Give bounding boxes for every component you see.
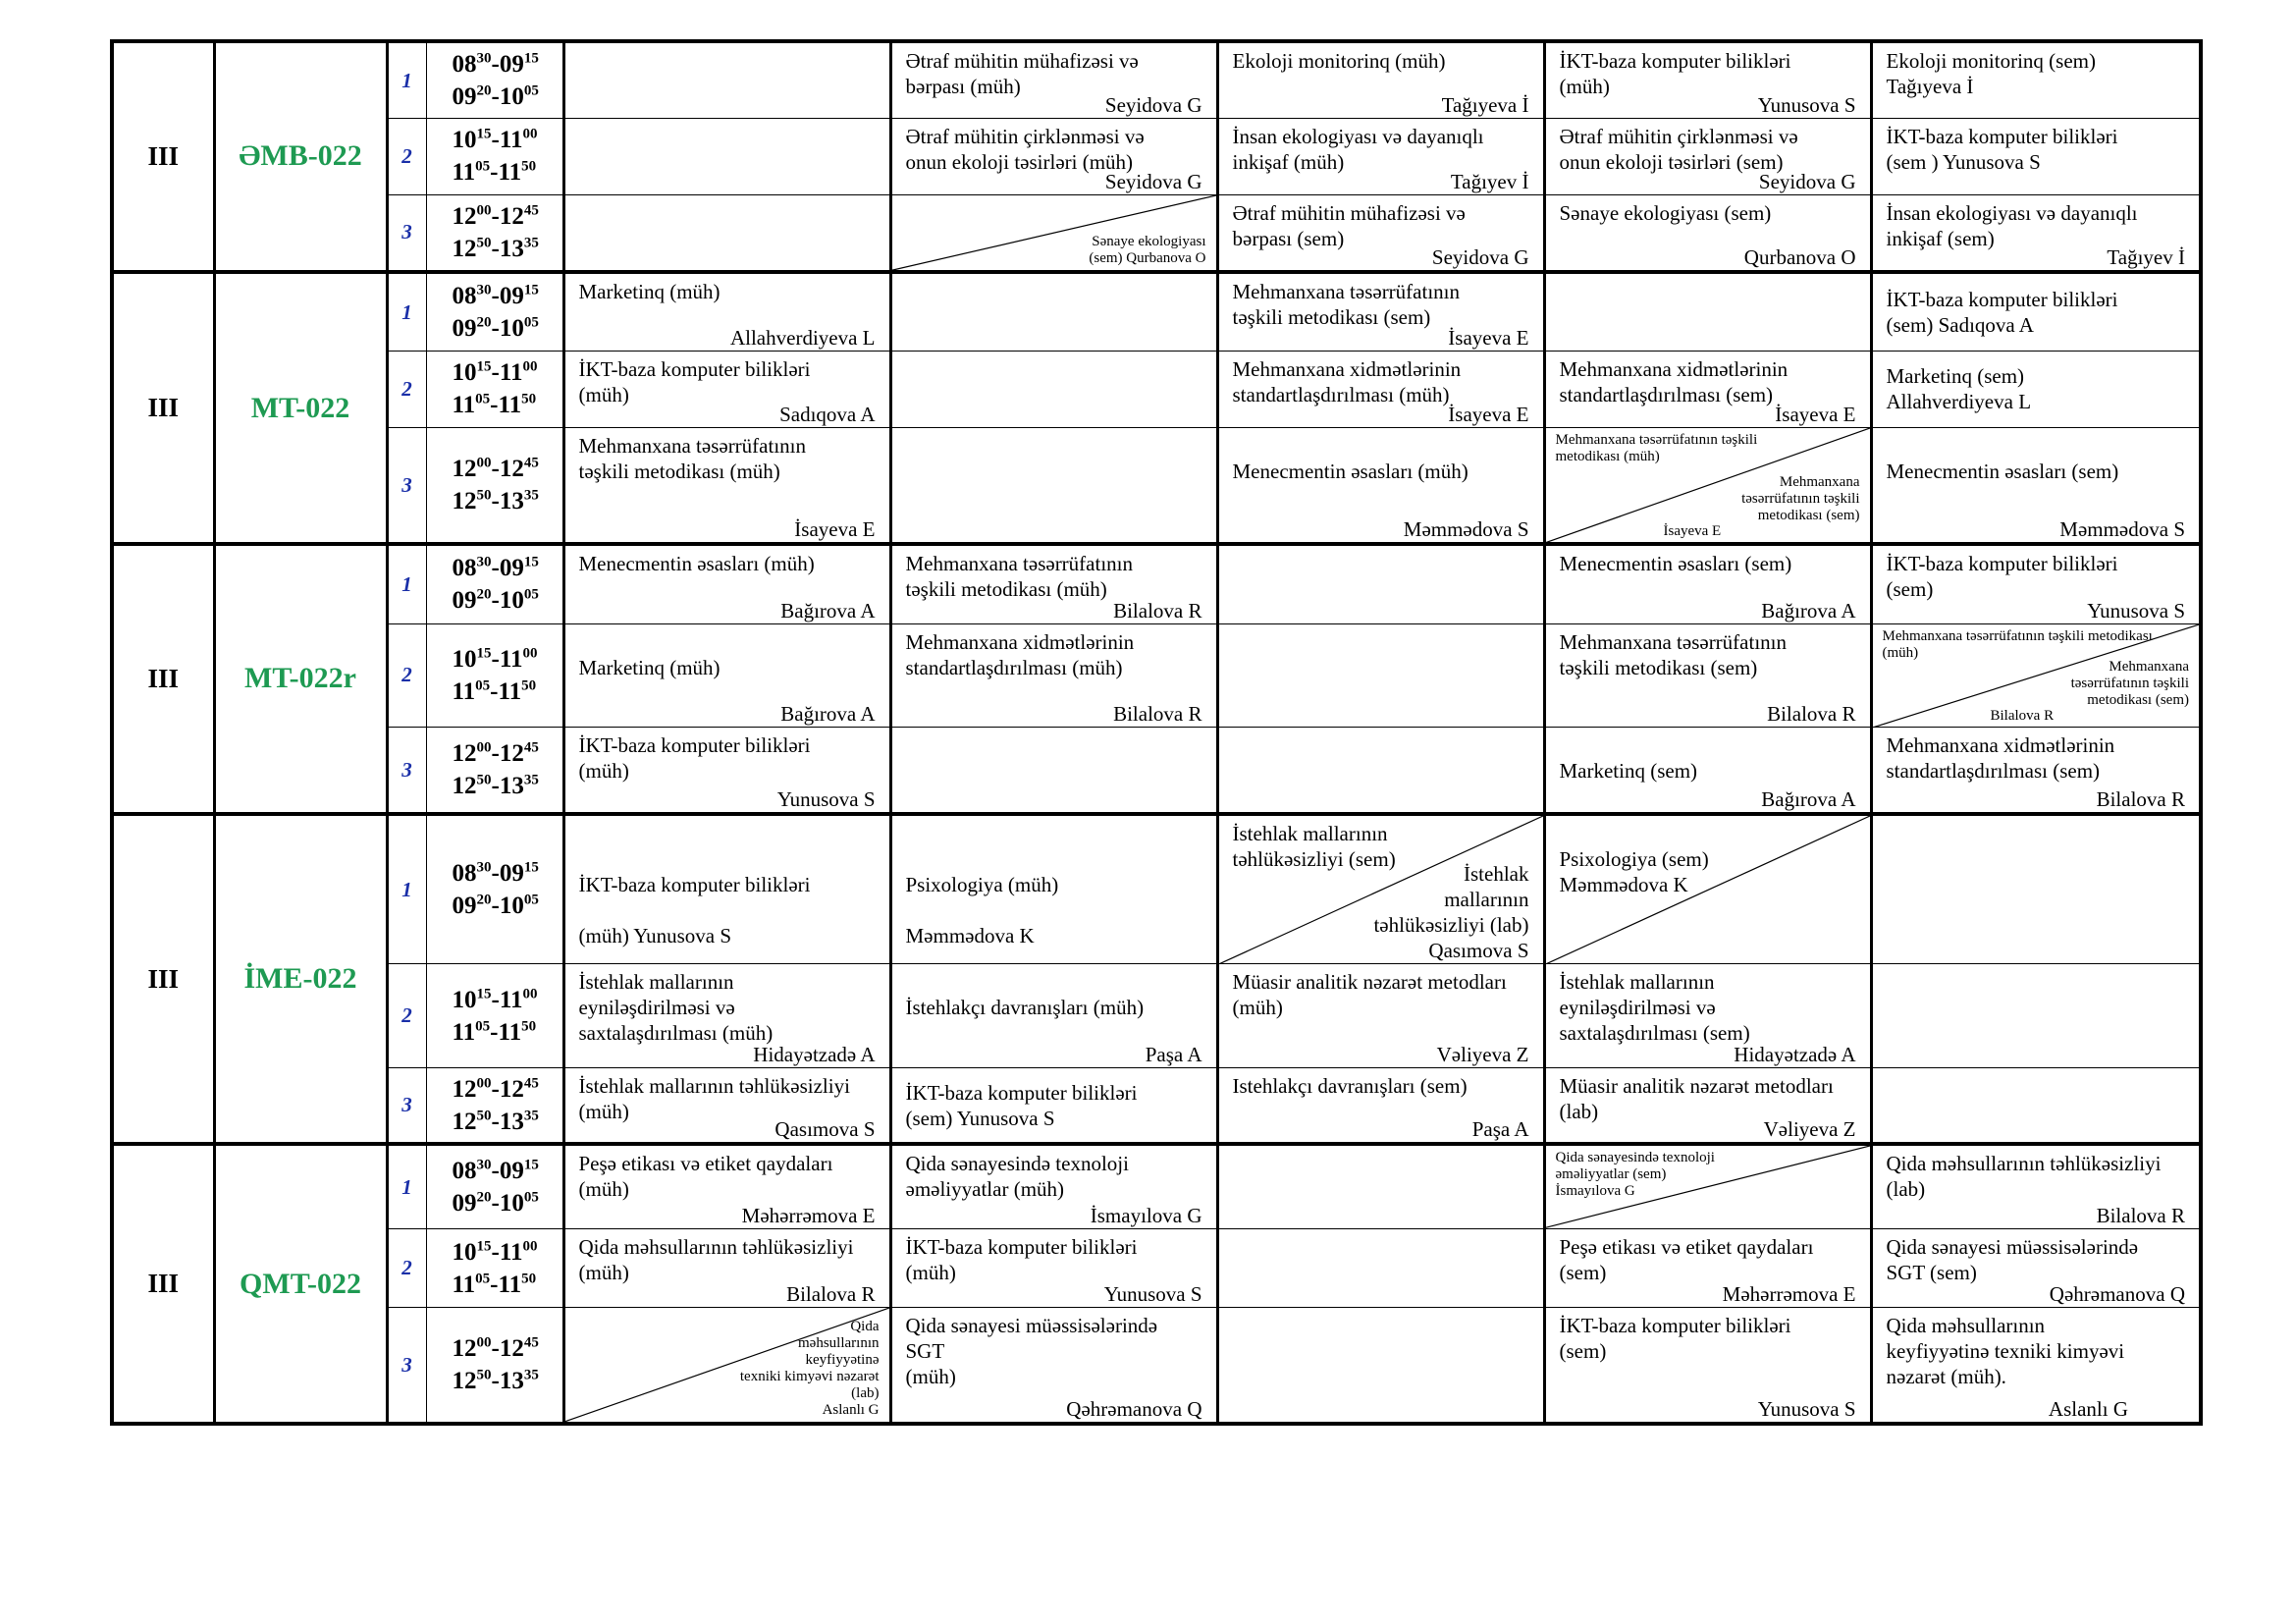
- lesson-teacher: Qasımova S: [1428, 939, 1529, 963]
- lesson-cell: [890, 1144, 1217, 1228]
- lesson-title: Ətraf mühitin çirklənməsi və onun ekoloji təsirləri (müh): [905, 125, 1145, 175]
- lesson-cell: [563, 41, 890, 119]
- lesson-title: Marketinq (sem): [1559, 759, 1698, 784]
- lesson-cell: [1871, 352, 2201, 428]
- lesson-cell: [563, 194, 890, 272]
- lesson-cell: [1217, 1228, 1544, 1308]
- lesson-title: Müasir analitik nəzarət metodları (lab): [1559, 1074, 1834, 1124]
- course-cell: III: [112, 41, 214, 272]
- schedule-row: [112, 1068, 2201, 1145]
- lesson-cell: [1544, 119, 1871, 195]
- group-name-cell: ƏMB-022: [214, 41, 387, 272]
- pair-number: 2: [387, 623, 426, 728]
- schedule-row: [112, 1228, 2201, 1308]
- lesson-cell: [890, 194, 1217, 272]
- time-slot-2: $11^{05}-11^{50}$: [452, 1271, 537, 1298]
- schedule-row: [112, 964, 2201, 1068]
- lesson-cell: [890, 1228, 1217, 1308]
- lesson-upper-text: Mehmanxana təsərrüfatının təşkili metodikası (müh): [1882, 627, 2153, 661]
- lesson-cell: [1544, 194, 1871, 272]
- lesson-teacher: Seyidova G: [1758, 169, 1856, 193]
- lesson-title: Qida məhsullarının keyfiyyətinə texniki kimyəvi nəzarət (müh).: [1886, 1314, 2125, 1389]
- lesson-teacher: Yunusova S: [1757, 1397, 1856, 1421]
- lesson-teacher: Tağıyev İ: [1450, 169, 1529, 193]
- lesson-upper-text: Psixologiya (sem) Məmmədova K: [1559, 846, 1709, 896]
- lesson-cell: [1544, 352, 1871, 428]
- time-slot-1: $10^{15}-11^{00}$: [452, 1238, 538, 1266]
- lesson-title: Qida məhsullarının təhlükəsizliyi (lab): [1886, 1152, 2162, 1202]
- lesson-lower-text: Mehmanxana təsərrüfatının təşkili metodikası (sem): [2070, 659, 2189, 709]
- lesson-cell: [890, 1068, 1217, 1145]
- time-cell: [426, 1144, 563, 1228]
- schedule-row: [112, 194, 2201, 272]
- schedule-row: [112, 352, 2201, 428]
- lesson-teacher: Bilalova R: [1767, 702, 1856, 727]
- schedule-row: [112, 1308, 2201, 1424]
- time-slot-1: $12^{00}-12^{45}$: [452, 1075, 539, 1103]
- lesson-teacher: İsayeva E: [1448, 326, 1529, 351]
- time-slot-1: $08^{30}-09^{15}$: [452, 859, 539, 888]
- lesson-cell: [890, 427, 1217, 544]
- lesson-cell: [1544, 427, 1871, 544]
- lesson-title: Qida sənayesi müəssisələrində SGT (sem): [1886, 1234, 2139, 1284]
- pair-number: 2: [387, 119, 426, 195]
- lesson-title: İnsan ekologiyası və dayanıqlı inkişaf (müh): [1232, 125, 1484, 175]
- time-slot-2: $09^{20}-10^{05}$: [452, 892, 539, 920]
- pair-number: 3: [387, 1308, 426, 1424]
- lesson-cell: [1217, 41, 1544, 119]
- lesson-cell: [890, 272, 1217, 352]
- lesson-lower-text: Sənaye ekologiyası (sem) Qurbanova O: [1089, 233, 1206, 266]
- lesson-cell: [1544, 728, 1871, 814]
- lesson-title: Mehmanxana xidmətlərinin standartlaşdırılması (müh): [905, 629, 1135, 679]
- lesson-cell: [1217, 427, 1544, 544]
- course-cell: III: [112, 1144, 214, 1424]
- course-cell: III: [112, 544, 214, 813]
- schedule-row: [112, 427, 2201, 544]
- lesson-title: Psixologiya (müh) Məmmədova K: [905, 872, 1059, 947]
- lesson-cell: [563, 1308, 890, 1424]
- lesson-teacher: Məmmədova S: [1403, 517, 1529, 542]
- time-slot-2: $11^{05}-11^{50}$: [452, 1018, 537, 1046]
- lesson-cell: [1217, 814, 1544, 964]
- lesson-cell: [1544, 964, 1871, 1068]
- time-slot-2: $09^{20}-10^{05}$: [452, 587, 539, 615]
- lesson-teacher: Bilalova R: [1990, 708, 2055, 725]
- lesson-title: Marketinq (müh): [578, 655, 721, 679]
- time-slot-2: $09^{20}-10^{05}$: [452, 314, 539, 343]
- lesson-title: İstehlak mallarının təhlükəsizliyi (müh): [578, 1074, 850, 1124]
- lesson-cell: [1871, 728, 2201, 814]
- time-slot-2: $11^{05}-11^{50}$: [452, 392, 537, 419]
- lesson-cell: [890, 964, 1217, 1068]
- lesson-teacher: Bilalova R: [786, 1282, 876, 1307]
- schedule-row: [112, 544, 2201, 623]
- lesson-cell: [1544, 41, 1871, 119]
- lesson-cell: [563, 119, 890, 195]
- lesson-title: İKT-baza komputer bilikləri (sem) Yunusova S: [905, 1080, 1138, 1130]
- lesson-cell: [1544, 1144, 1871, 1228]
- lesson-title: Mehmanxana xidmətlərinin standartlaşdırılması (sem): [1886, 733, 2115, 784]
- time-slot-1: $12^{00}-12^{45}$: [452, 1334, 539, 1363]
- lesson-title: Mehmanxana təsərrüfatının təşkili metodikası (müh): [905, 552, 1133, 602]
- lesson-title: Mehmanxana xidmətlərinin standartlaşdırılması (sem): [1559, 357, 1789, 407]
- lesson-teacher: İsayeva E: [1663, 523, 1722, 540]
- lesson-title: Menecmentin əsasları (müh): [1232, 459, 1468, 483]
- lesson-cell: [1217, 119, 1544, 195]
- lesson-title: Ekoloji monitorinq (müh): [1232, 49, 1446, 73]
- lesson-title: İKT-baza komputer bilikləri (sem): [1886, 552, 2118, 602]
- lesson-title: İKT-baza komputer bilikləri (sem ) Yunusova S: [1886, 125, 2118, 175]
- lesson-title: İKT-baza komputer bilikləri (müh): [905, 1234, 1138, 1284]
- lesson-title: Marketinq (sem) Allahverdiyeva L: [1886, 364, 2032, 414]
- lesson-cell: [1217, 964, 1544, 1068]
- time-slot-2: $09^{20}-10^{05}$: [452, 82, 539, 111]
- course-cell: III: [112, 814, 214, 1145]
- schedule-row: [112, 1144, 2201, 1228]
- lesson-cell: [1217, 272, 1544, 352]
- lesson-cell: [1217, 1068, 1544, 1145]
- lesson-cell: [890, 544, 1217, 623]
- time-slot-2: $12^{50}-13^{35}$: [452, 235, 539, 262]
- lesson-teacher: Yunusova S: [1757, 93, 1856, 118]
- lesson-cell: [1217, 194, 1544, 272]
- lesson-teacher: Aslanlı G: [2048, 1397, 2128, 1421]
- lesson-title: Qida məhsullarının təhlükəsizliyi (müh): [578, 1234, 854, 1284]
- lesson-title: Ətraf mühitin çirklənməsi və onun ekoloji təsirləri (sem): [1559, 125, 1798, 175]
- schedule-row: [112, 41, 2201, 119]
- time-cell: [426, 1228, 563, 1308]
- pair-number: 2: [387, 964, 426, 1068]
- lesson-teacher: Sadıqova A: [779, 402, 876, 426]
- lesson-cell: [1217, 728, 1544, 814]
- time-slot-1: $12^{00}-12^{45}$: [452, 739, 539, 767]
- lesson-title: Ətraf mühitin mühafizəsi və bərpası (sem): [1232, 200, 1466, 250]
- lesson-teacher: Hidayətzadə A: [1734, 1043, 1856, 1067]
- lesson-cell: [563, 814, 890, 964]
- lesson-teacher: Bağırova A: [1761, 786, 1856, 811]
- lesson-teacher: Bağırova A: [780, 598, 876, 623]
- lesson-cell: [1871, 964, 2201, 1068]
- lesson-cell: [890, 728, 1217, 814]
- lesson-cell: [1217, 352, 1544, 428]
- lesson-teacher: İsayeva E: [794, 517, 876, 542]
- lesson-title: Mehmanxana təsərrüfatının təşkili metodikası (sem): [1559, 629, 1787, 679]
- time-cell: [426, 427, 563, 544]
- time-slot-1: $12^{00}-12^{45}$: [452, 455, 539, 483]
- time-slot-2: $12^{50}-13^{35}$: [452, 1367, 539, 1395]
- lesson-teacher: Paşa A: [1145, 1043, 1202, 1067]
- lesson-teacher: Seyidova G: [1431, 244, 1529, 269]
- lesson-cell: [1871, 194, 2201, 272]
- course-cell: III: [112, 272, 214, 544]
- lesson-teacher: Yunusova S: [1103, 1282, 1202, 1307]
- lesson-title: İstehlak mallarının eyniləşdirilməsi və saxtalaşdırılması (sem): [1559, 970, 1750, 1046]
- lesson-teacher: Məmmədova S: [2059, 517, 2185, 542]
- lesson-teacher: Qasımova S: [774, 1117, 876, 1142]
- lesson-cell: [1871, 1228, 2201, 1308]
- time-slot-2: $09^{20}-10^{05}$: [452, 1189, 539, 1218]
- lesson-title: Mehmanxana təsərrüfatının təşkili metodikası (sem): [1232, 279, 1460, 329]
- lesson-title: Menecmentin əsasları (sem): [1559, 552, 1792, 576]
- group-name-cell: QMT-022: [214, 1144, 387, 1424]
- lesson-title: Müasir analitik nəzarət metodları (müh): [1232, 970, 1507, 1020]
- lesson-title: İKT-baza komputer bilikləri (sem) Sadıqova A: [1886, 288, 2118, 338]
- lesson-lower-text: Mehmanxana təsərrüfatının təşkili metodikası (sem): [1741, 474, 1860, 524]
- lesson-teacher: Qəhrəmanova Q: [1066, 1397, 1202, 1421]
- lesson-title: Marketinq (müh): [578, 279, 721, 303]
- lesson-title: İnsan ekologiyası və dayanıqlı inkişaf (sem): [1886, 200, 2138, 250]
- lesson-title: Istehlakçı davranışları (sem): [1232, 1074, 1468, 1099]
- lesson-cell: [890, 814, 1217, 964]
- lesson-cell: [1544, 1068, 1871, 1145]
- time-cell: [426, 352, 563, 428]
- lesson-teacher: Qurbanova O: [1743, 244, 1856, 269]
- time-slot-1: $08^{30}-09^{15}$: [452, 555, 539, 582]
- group-name-cell: MT-022: [214, 272, 387, 544]
- lesson-title: İKT-baza komputer bilikləri (sem): [1559, 1314, 1791, 1364]
- time-cell: [426, 41, 563, 119]
- lesson-title: Ətraf mühitin mühafizəsi və bərpası (müh): [905, 49, 1139, 98]
- lesson-teacher: Məhərrəmova E: [1722, 1282, 1856, 1307]
- lesson-cell: [1217, 1308, 1544, 1424]
- lesson-title: Ekoloji monitorinq (sem) Tağıyeva İ: [1886, 49, 2096, 98]
- lesson-cell: [1544, 814, 1871, 964]
- lesson-lower-text: Qida məhsullarının keyfiyyətinə texniki kimyəvi nəzarət (lab) Aslanlı G: [739, 1319, 880, 1418]
- lesson-teacher: Allahverdiyeva L: [729, 326, 876, 351]
- time-slot-2: $12^{50}-13^{35}$: [452, 1108, 539, 1135]
- lesson-upper-text: İstehlak mallarının təhlükəsizliyi (sem): [1232, 821, 1396, 871]
- lesson-teacher: Məhərrəmova E: [741, 1203, 876, 1227]
- pair-number: 3: [387, 194, 426, 272]
- lesson-cell: [890, 352, 1217, 428]
- time-slot-1: $12^{00}-12^{45}$: [452, 202, 539, 230]
- lesson-cell: [890, 1308, 1217, 1424]
- lesson-teacher: Bilalova R: [2096, 1203, 2185, 1227]
- lesson-cell: [1544, 1308, 1871, 1424]
- lesson-title: İstehlakçı davranışları (müh): [905, 996, 1145, 1020]
- lesson-cell: [1871, 1144, 2201, 1228]
- lesson-teacher: Bilalova R: [2096, 786, 2185, 811]
- lesson-cell: [890, 623, 1217, 728]
- time-slot-2: $12^{50}-13^{35}$: [452, 772, 539, 799]
- lesson-title: Qida sənayesi müəssisələrində SGT (müh): [905, 1314, 1158, 1389]
- time-slot-2: $12^{50}-13^{35}$: [452, 487, 539, 515]
- lesson-cell: [1871, 41, 2201, 119]
- lesson-teacher: Bilalova R: [1113, 598, 1202, 623]
- lesson-title: Peşə etikası və etiket qaydaları (müh): [578, 1152, 833, 1202]
- lesson-teacher: Tağıyeva İ: [1441, 93, 1529, 118]
- lesson-cell: [1871, 272, 2201, 352]
- time-cell: [426, 1308, 563, 1424]
- lesson-teacher: Seyidova G: [1104, 169, 1202, 193]
- lesson-title: İstehlak mallarının eyniləşdirilməsi və saxtalaşdırılması (müh): [578, 970, 774, 1046]
- lesson-cell: [1871, 119, 2201, 195]
- lesson-cell: [1871, 544, 2201, 623]
- time-cell: [426, 1068, 563, 1145]
- time-slot-1: $10^{15}-11^{00}$: [452, 645, 538, 673]
- pair-number: 1: [387, 544, 426, 623]
- time-cell: [426, 623, 563, 728]
- lesson-cell: [1871, 427, 2201, 544]
- time-slot-1: $08^{30}-09^{15}$: [452, 1157, 539, 1185]
- pair-number: 3: [387, 728, 426, 814]
- schedule-row: [112, 728, 2201, 814]
- lesson-cell: [1217, 623, 1544, 728]
- lesson-title: İKT-baza komputer bilikləri (müh): [1559, 49, 1791, 98]
- lesson-cell: [563, 427, 890, 544]
- lesson-cell: [890, 41, 1217, 119]
- lesson-title: Sənaye ekologiyası (sem): [1559, 200, 1772, 225]
- time-slot-2: $11^{05}-11^{50}$: [452, 677, 537, 705]
- lesson-cell: [1871, 814, 2201, 964]
- pair-number: 1: [387, 41, 426, 119]
- pair-number: 3: [387, 1068, 426, 1145]
- lesson-teacher: Bağırova A: [1761, 598, 1856, 623]
- lesson-cell: [563, 964, 890, 1068]
- lesson-cell: [563, 623, 890, 728]
- lesson-upper-text: Qida sənayesində texnoloji əməliyyatlar (sem) İsmayılova G: [1555, 1150, 1715, 1200]
- lesson-teacher: Bağırova A: [780, 702, 876, 727]
- lesson-teacher: Seyidova G: [1104, 93, 1202, 118]
- lesson-cell: [563, 1144, 890, 1228]
- schedule-row: [112, 119, 2201, 195]
- lesson-teacher: Tağıyev İ: [2107, 244, 2185, 269]
- lesson-title: İKT-baza komputer bilikləri (müh): [578, 357, 811, 407]
- lesson-title: Menecmentin əsasları (müh): [578, 552, 815, 576]
- lesson-cell: [563, 728, 890, 814]
- time-slot-1: $08^{30}-09^{15}$: [452, 50, 539, 79]
- lesson-cell: [1871, 1068, 2201, 1145]
- lesson-teacher: Yunusova S: [2087, 598, 2185, 623]
- pair-number: 1: [387, 1144, 426, 1228]
- lesson-teacher: Qəhrəmanova Q: [2049, 1282, 2185, 1307]
- lesson-teacher: İsayeva E: [1775, 402, 1856, 426]
- time-slot-1: $10^{15}-11^{00}$: [452, 127, 538, 154]
- lesson-cell: [1544, 623, 1871, 728]
- time-cell: [426, 728, 563, 814]
- schedule-row: [112, 814, 2201, 964]
- lesson-lower-text: İstehlak mallarının təhlükəsizliyi (lab): [1373, 862, 1529, 938]
- lesson-teacher: Vəliyeva Z: [1436, 1043, 1529, 1067]
- pair-number: 2: [387, 352, 426, 428]
- lesson-cell: [1217, 1144, 1544, 1228]
- lesson-teacher: İsayeva E: [1448, 402, 1529, 426]
- lesson-title: Peşə etikası və etiket qaydaları (sem): [1559, 1234, 1814, 1284]
- lesson-title: Mehmanxana təsərrüfatının təşkili metodikası (müh): [578, 433, 806, 483]
- lesson-teacher: Bilalova R: [1113, 702, 1202, 727]
- lesson-title: Menecmentin əsasları (sem): [1886, 459, 2119, 483]
- time-slot-1: $10^{15}-11^{00}$: [452, 986, 538, 1013]
- lesson-teacher: Yunusova S: [776, 786, 876, 811]
- lesson-cell: [563, 1068, 890, 1145]
- lesson-teacher: Hidayətzadə A: [753, 1043, 876, 1067]
- lesson-cell: [1544, 272, 1871, 352]
- lesson-title: Qida sənayesində texnoloji əməliyyatlar (müh): [905, 1152, 1129, 1202]
- lesson-cell: [1871, 1308, 2201, 1424]
- time-cell: [426, 119, 563, 195]
- lesson-cell: [563, 352, 890, 428]
- time-cell: [426, 194, 563, 272]
- lesson-cell: [1217, 544, 1544, 623]
- pair-number: 3: [387, 427, 426, 544]
- pair-number: 1: [387, 272, 426, 352]
- lesson-upper-text: Mehmanxana təsərrüfatının təşkili metodikası (müh): [1555, 431, 1758, 464]
- lesson-teacher: Vəliyeva Z: [1763, 1117, 1856, 1142]
- time-cell: [426, 272, 563, 352]
- schedule-row: [112, 623, 2201, 728]
- pair-number: 1: [387, 814, 426, 964]
- group-name-cell: İME-022: [214, 814, 387, 1145]
- lesson-cell: [1544, 544, 1871, 623]
- time-slot-1: $10^{15}-11^{00}$: [452, 359, 538, 387]
- lesson-title: İKT-baza komputer bilikləri (müh): [578, 733, 811, 784]
- lesson-cell: [1544, 1228, 1871, 1308]
- lesson-title: İKT-baza komputer bilikləri (müh) Yunusova S: [578, 872, 811, 947]
- time-cell: [426, 814, 563, 964]
- lesson-cell: [1871, 623, 2201, 728]
- lesson-cell: [890, 119, 1217, 195]
- pair-number: 2: [387, 1228, 426, 1308]
- time-cell: [426, 544, 563, 623]
- schedule-table: [110, 39, 2203, 1426]
- lesson-cell: [563, 1228, 890, 1308]
- schedule-row: [112, 272, 2201, 352]
- time-slot-1: $08^{30}-09^{15}$: [452, 282, 539, 310]
- lesson-title: Mehmanxana xidmətlərinin standartlaşdırılması (müh): [1232, 357, 1462, 407]
- lesson-cell: [563, 544, 890, 623]
- group-name-cell: MT-022r: [214, 544, 387, 813]
- lesson-teacher: Paşa A: [1471, 1117, 1529, 1142]
- time-slot-2: $11^{05}-11^{50}$: [452, 159, 537, 187]
- lesson-cell: [563, 272, 890, 352]
- lesson-teacher: İsmayılova G: [1090, 1203, 1202, 1227]
- time-cell: [426, 964, 563, 1068]
